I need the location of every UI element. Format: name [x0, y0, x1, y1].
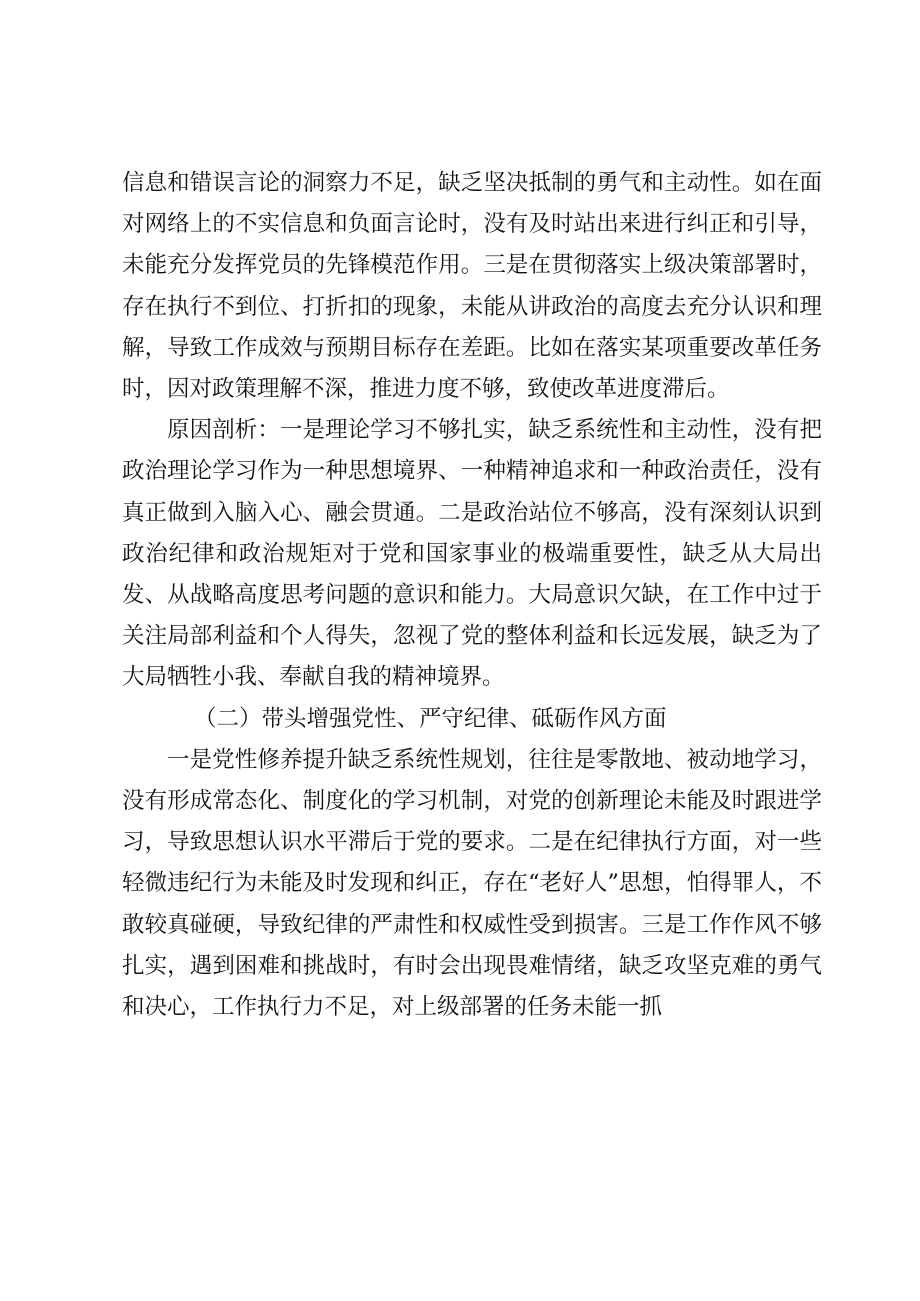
- paragraph-cause-analysis: 原因剖析：一是理论学习不够扎实，缺乏系统性和主动性，没有把政治理论学习作为一种思想境界、一种精神追求和一种政治责任，没有真正做到入脑入心、融会贯通。二是政治站位不够高，没有深刻认识到政治纪律和政治规矩对于党和国家事业的极端重要性，缺乏从大局出发、从战略高度思考问题的意识和能力。大局意识欠缺，在工作中过于关注局部利益和个人得失，忽视了党的整体利益和长远发展，缺乏为了大局牺牲小我、奉献自我的精神境界。: [122, 417, 822, 691]
- section-heading: （二）带头增强党性、严守纪律、砥砺作风方面: [194, 705, 667, 732]
- document-body: [122, 163, 822, 1028]
- paragraph-party-discipline: 一是党性修养提升缺乏系统性规划，往往是零散地、被动地学习，没有形成常态化、制度化的学习机制，对党的创新理论未能及时跟进学习，导致思想认识水平滞后于党的要求。二是在纪律执行方面，对一些轻微违纪行为未能及时发现和纠正，存在“老好人”思想，怕得罪人，不敢较真碰硬，导致纪律的严肃性和权威性受到损害。三是工作作风不够扎实，遇到困难和挑战时，有时会出现畏难情绪，缺乏攻坚克难的勇气和决心，工作执行力不足，对上级部署的任务未能一抓: [122, 746, 822, 1021]
- paragraph-continuation: 信息和错误言论的洞察力不足，缺乏坚决抵制的勇气和主动性。如在面对网络上的不实信息和负面言论时，没有及时站出来进行纠正和引导，未能充分发挥党员的先锋模范作用。三是在贯彻落实上级决策部署时，存在执行不到位、打折扣的现象，未能从讲政治的高度去充分认识和理解，导致工作成效与预期目标存在差距。比如在落实某项重要改革任务时，因对政策理解不深，推进力度不够，致使改革进度滞后。: [122, 170, 822, 403]
